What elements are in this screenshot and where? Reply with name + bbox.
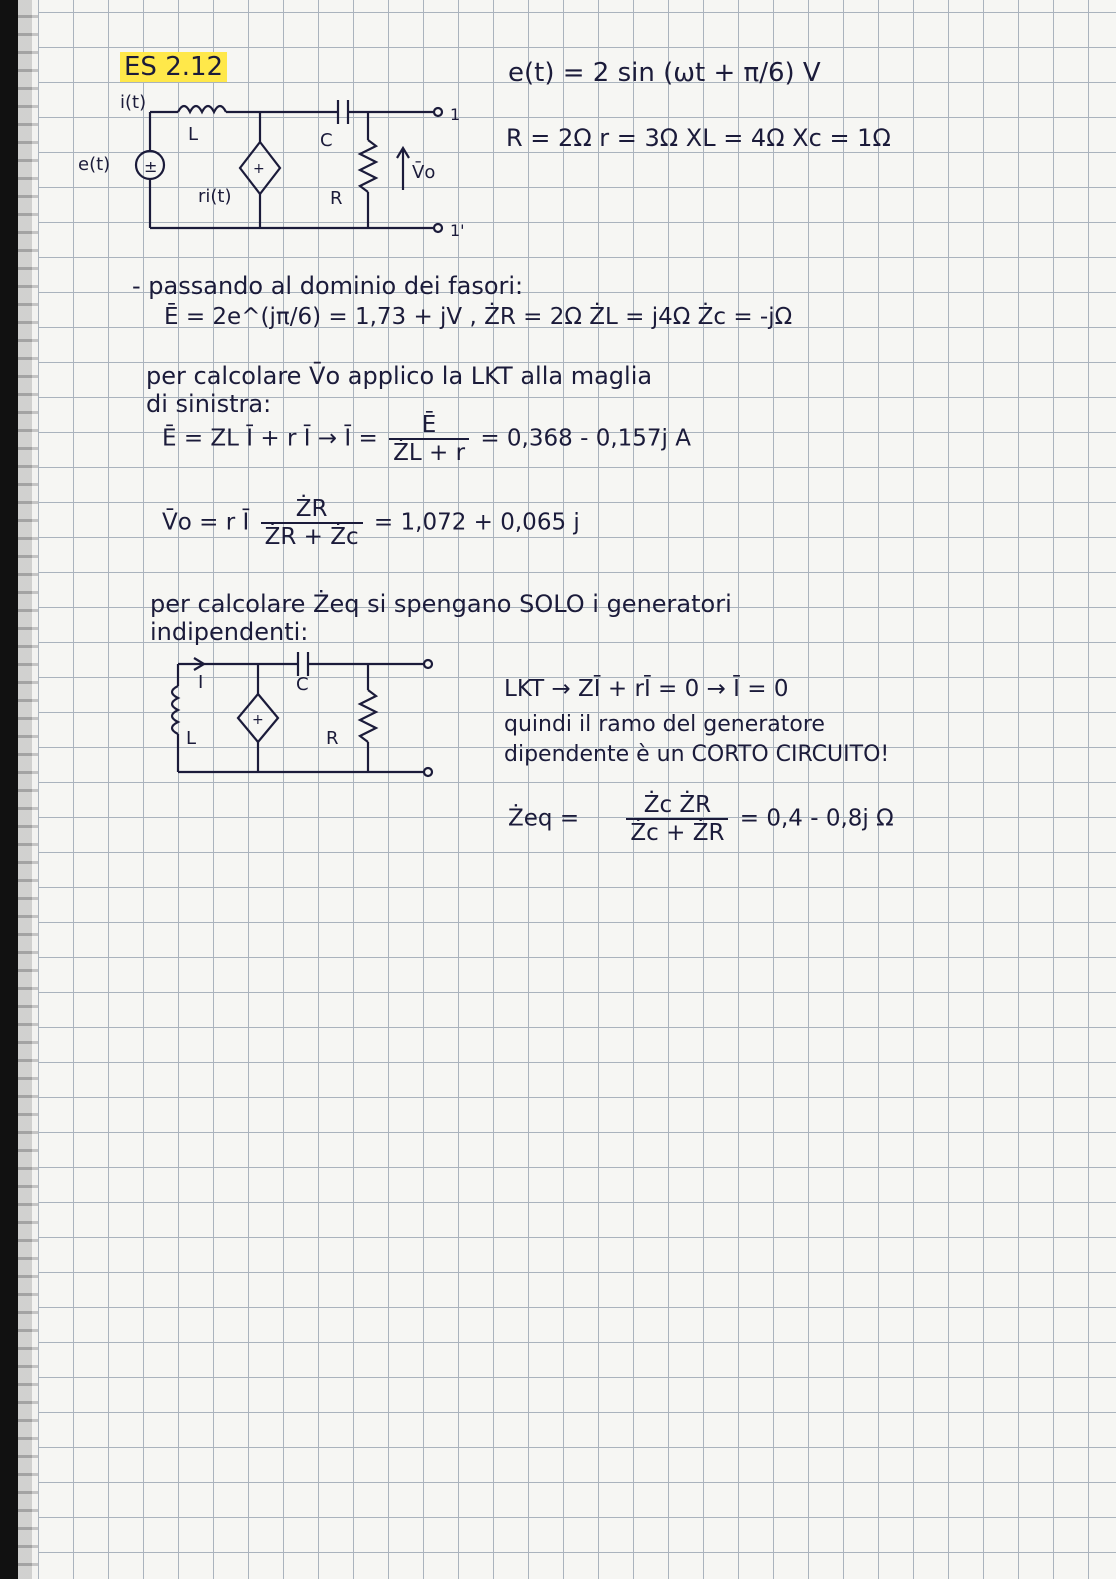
quindi-note: quindi il ramo del generatore bbox=[504, 712, 825, 737]
svg-text:L: L bbox=[188, 124, 199, 145]
svg-text:e(t): e(t) bbox=[78, 154, 111, 175]
svg-text:V̄o: V̄o bbox=[412, 162, 436, 183]
text-line-sinistra: di sinistra: bbox=[146, 390, 272, 418]
text-line-lkt: per calcolare V̄o applico la LKT alla maglia bbox=[146, 362, 653, 390]
svg-text:±: ± bbox=[144, 157, 158, 176]
svg-text:C: C bbox=[320, 130, 333, 151]
svg-text:R: R bbox=[330, 188, 343, 209]
output-voltage-equation: V̄o = r Ī $\frac{ŻR}{ŻR + Żc}$ = 1,072 + 0,065 j bbox=[162, 496, 580, 550]
svg-text:L: L bbox=[186, 728, 197, 749]
voltage-divider-fraction: $\frac{ŻR}{ŻR + Żc}$ bbox=[261, 496, 363, 550]
svg-text:R: R bbox=[326, 728, 339, 749]
exercise-label: ES 2.12 bbox=[120, 52, 227, 82]
zeq-equation: Żeq = $\frac{\text{Żc ŻR}}{Żc + ŻR}$ = 0,4 - 0,8j Ω bbox=[508, 792, 894, 846]
svg-text:i(t): i(t) bbox=[120, 92, 147, 113]
zeq-fraction: $\frac{\text{Żc ŻR}}{Żc + ŻR}$ bbox=[626, 792, 728, 846]
text-line-fasori: - passando al dominio dei fasori: bbox=[132, 272, 524, 300]
svg-text:ri(t): ri(t) bbox=[198, 186, 232, 207]
text-line-indipendenti: indipendenti: bbox=[150, 618, 309, 646]
circuit-diagram-1 bbox=[78, 80, 498, 250]
svg-text:+: + bbox=[253, 161, 265, 177]
current-equation: Ē = ZL Ī + r Ī → Ī = $\frac{Ē}{ŻL + r}$ = 0,368 - 0,157j A bbox=[162, 412, 691, 466]
svg-text:I: I bbox=[198, 672, 204, 693]
corto-circuito-note: dipendente è un CORTO CIRCUITO! bbox=[504, 742, 890, 767]
source-equation: e(t) = 2 sin (ωt + π/6) V bbox=[508, 58, 821, 88]
svg-text:1: 1 bbox=[450, 105, 461, 124]
lkt-note: LKT → ZĪ + rĪ = 0 → Ī = 0 bbox=[504, 676, 789, 702]
graph-paper-page bbox=[38, 0, 1116, 1579]
text-line-zeq: per calcolare Żeq si spengano SOLO i generatori bbox=[150, 590, 732, 618]
svg-text:1': 1' bbox=[450, 221, 465, 240]
svg-text:+: + bbox=[252, 712, 264, 728]
phasor-values: Ē = 2e^(jπ/6) = 1,73 + jV , ŻR = 2Ω ŻL = j4Ω Żc = -jΩ bbox=[164, 304, 793, 330]
circuit-diagram-2 bbox=[158, 648, 448, 788]
svg-text:C: C bbox=[296, 674, 309, 695]
component-parameters: R = 2Ω r = 3Ω XL = 4Ω Xc = 1Ω bbox=[506, 124, 891, 152]
current-fraction: $\frac{Ē}{ŻL + r}$ bbox=[389, 412, 469, 466]
